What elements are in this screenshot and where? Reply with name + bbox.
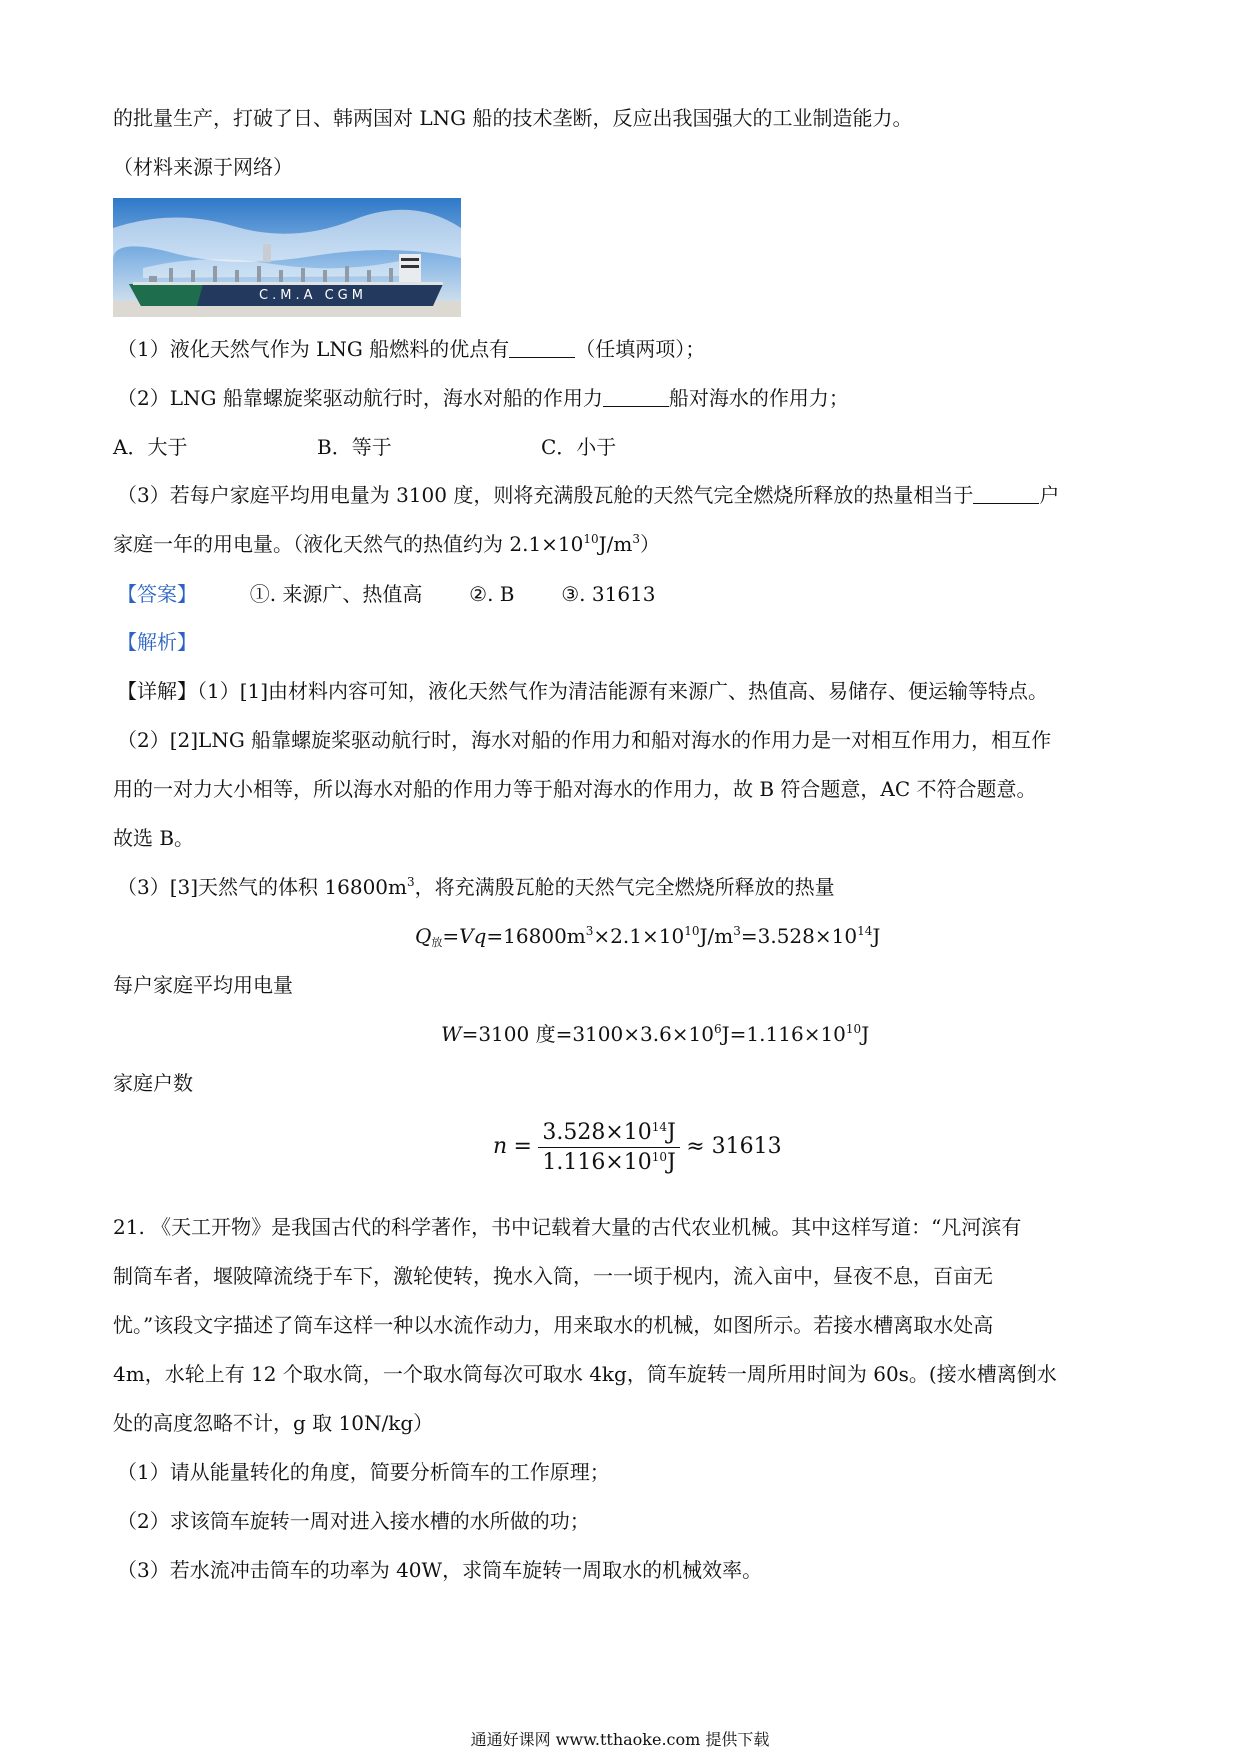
q21-part-1: （1）请从能量转化的角度，简要分析筒车的工作原理；: [117, 1460, 610, 1484]
answer-1: ①. 来源广、热值高: [249, 582, 423, 606]
answer-row: [117, 580, 656, 608]
detail-line-2: （2）[2]LNG 船靠螺旋桨驱动航行时，海水对船的作用力和船对海水的作用力是一对相互作用力，相互作: [117, 728, 1052, 752]
q20-part3-line2: 家庭一年的用电量。（液化天然气的热值约为 $2.1\times 10^{10}J/m^3$）: [113, 532, 661, 556]
answer-3: ③. 31613: [561, 582, 656, 606]
equation-energy: W=3100 度$=3100\times 3.6\times 10^6J=1.116\times 10^{10}J$: [441, 1022, 870, 1046]
answer-2: ②. B: [469, 582, 515, 606]
fraction: $\frac{3.528\times 10^{14}J}{1.116\times 10^{10}J}$: [538, 1120, 680, 1175]
option-b: B．等于: [317, 435, 392, 459]
option-a: A．大于: [113, 435, 188, 459]
q21-line-4: 4m，水轮上有 12 个取水筒，一个取水筒每次可取水 4kg，筒车旋转一周所用时间为 60s。(接水槽离倒水: [113, 1362, 1057, 1386]
detail-line-5: （3）[3]天然气的体积 $16800m^3$，将充满殷瓦舱的天然气完全燃烧所释放的热量: [117, 875, 835, 899]
detail-line-1: 【详解】（1）[1]由材料内容可知，液化天然气作为清洁能源有来源广、热值高、易储存、便运输等特点。: [117, 679, 1049, 703]
detail-line-3: 用的一对力大小相等，所以海水对船的作用力等于船对海水的作用力，故 B 符合题意，AC 不符合题意。: [113, 777, 1037, 801]
equation-households: n = $\frac{3.528\times 10^{14}J}{1.116\times 10^{10}J}$ ≈ 31613: [493, 1120, 782, 1175]
svg-text:C.M.A CGM: C.M.A CGM: [259, 288, 367, 303]
q20-part3-line1: （3）若每户家庭平均用电量为 3100 度，则将充满殷瓦舱的天然气完全燃烧所释放的热量相当于 户: [117, 483, 1060, 507]
q21-part-3: （3）若水流冲击筒车的功率为 40W，求筒车旋转一周取水的机械效率。: [117, 1558, 763, 1582]
lng-ship-photo: [113, 198, 461, 317]
q21-line-2: 制筒车者，堰陂障流绕于车下，激轮使转，挽水入筒，一一顷于枧内，流入亩中，昼夜不息，百亩无: [113, 1264, 993, 1288]
answer-blank-2: [603, 386, 669, 407]
analysis-label: 【解析】: [117, 630, 197, 654]
q20-part1: （1）液化天然气作为 LNG 船燃料的优点有 （任填两项）；: [117, 337, 706, 361]
detail-line-4: 故选 B。: [113, 826, 195, 850]
households-label: 家庭户数: [113, 1071, 193, 1095]
q21-part-2: （2）求该筒车旋转一周对进入接水槽的水所做的功；: [117, 1509, 590, 1533]
avg-usage-label: 每户家庭平均用电量: [113, 973, 293, 997]
source-note: （材料来源于网络）: [113, 155, 293, 179]
answer-blank-1: [509, 337, 575, 358]
answer-label: 【答案】: [117, 582, 197, 606]
equation-heat: $Q_放=Vq=16800m^3\times 2.1\times 10^{10}J/m^3=3.528\times 10^{14}J$: [415, 924, 881, 949]
footer-download-note: 通通好课网 www.tthaoke.com 提供下载: [470, 1730, 770, 1749]
q20-part2: （2）LNG 船靠螺旋桨驱动航行时，海水对船的作用力 船对海水的作用力；: [117, 386, 849, 410]
q21-line-3: 忧。”该段文字描述了筒车这样一种以水流作动力，用来取水的机械，如图所示。若接水槽离取水处高: [113, 1313, 994, 1337]
intro-line: 的批量生产，打破了日、韩两国对 LNG 船的技术垄断，反应出我国强大的工业制造能力。: [113, 106, 913, 130]
answer-blank-3: [973, 483, 1039, 504]
option-c: C．小于: [541, 435, 617, 459]
q21-line-1: 21. 《天工开物》是我国古代的科学著作，书中记载着大量的古代农业机械。其中这样写道：“凡河滨有: [113, 1215, 1022, 1239]
q21-line-5: 处的高度忽略不计，g 取 10N/kg）: [113, 1411, 434, 1435]
